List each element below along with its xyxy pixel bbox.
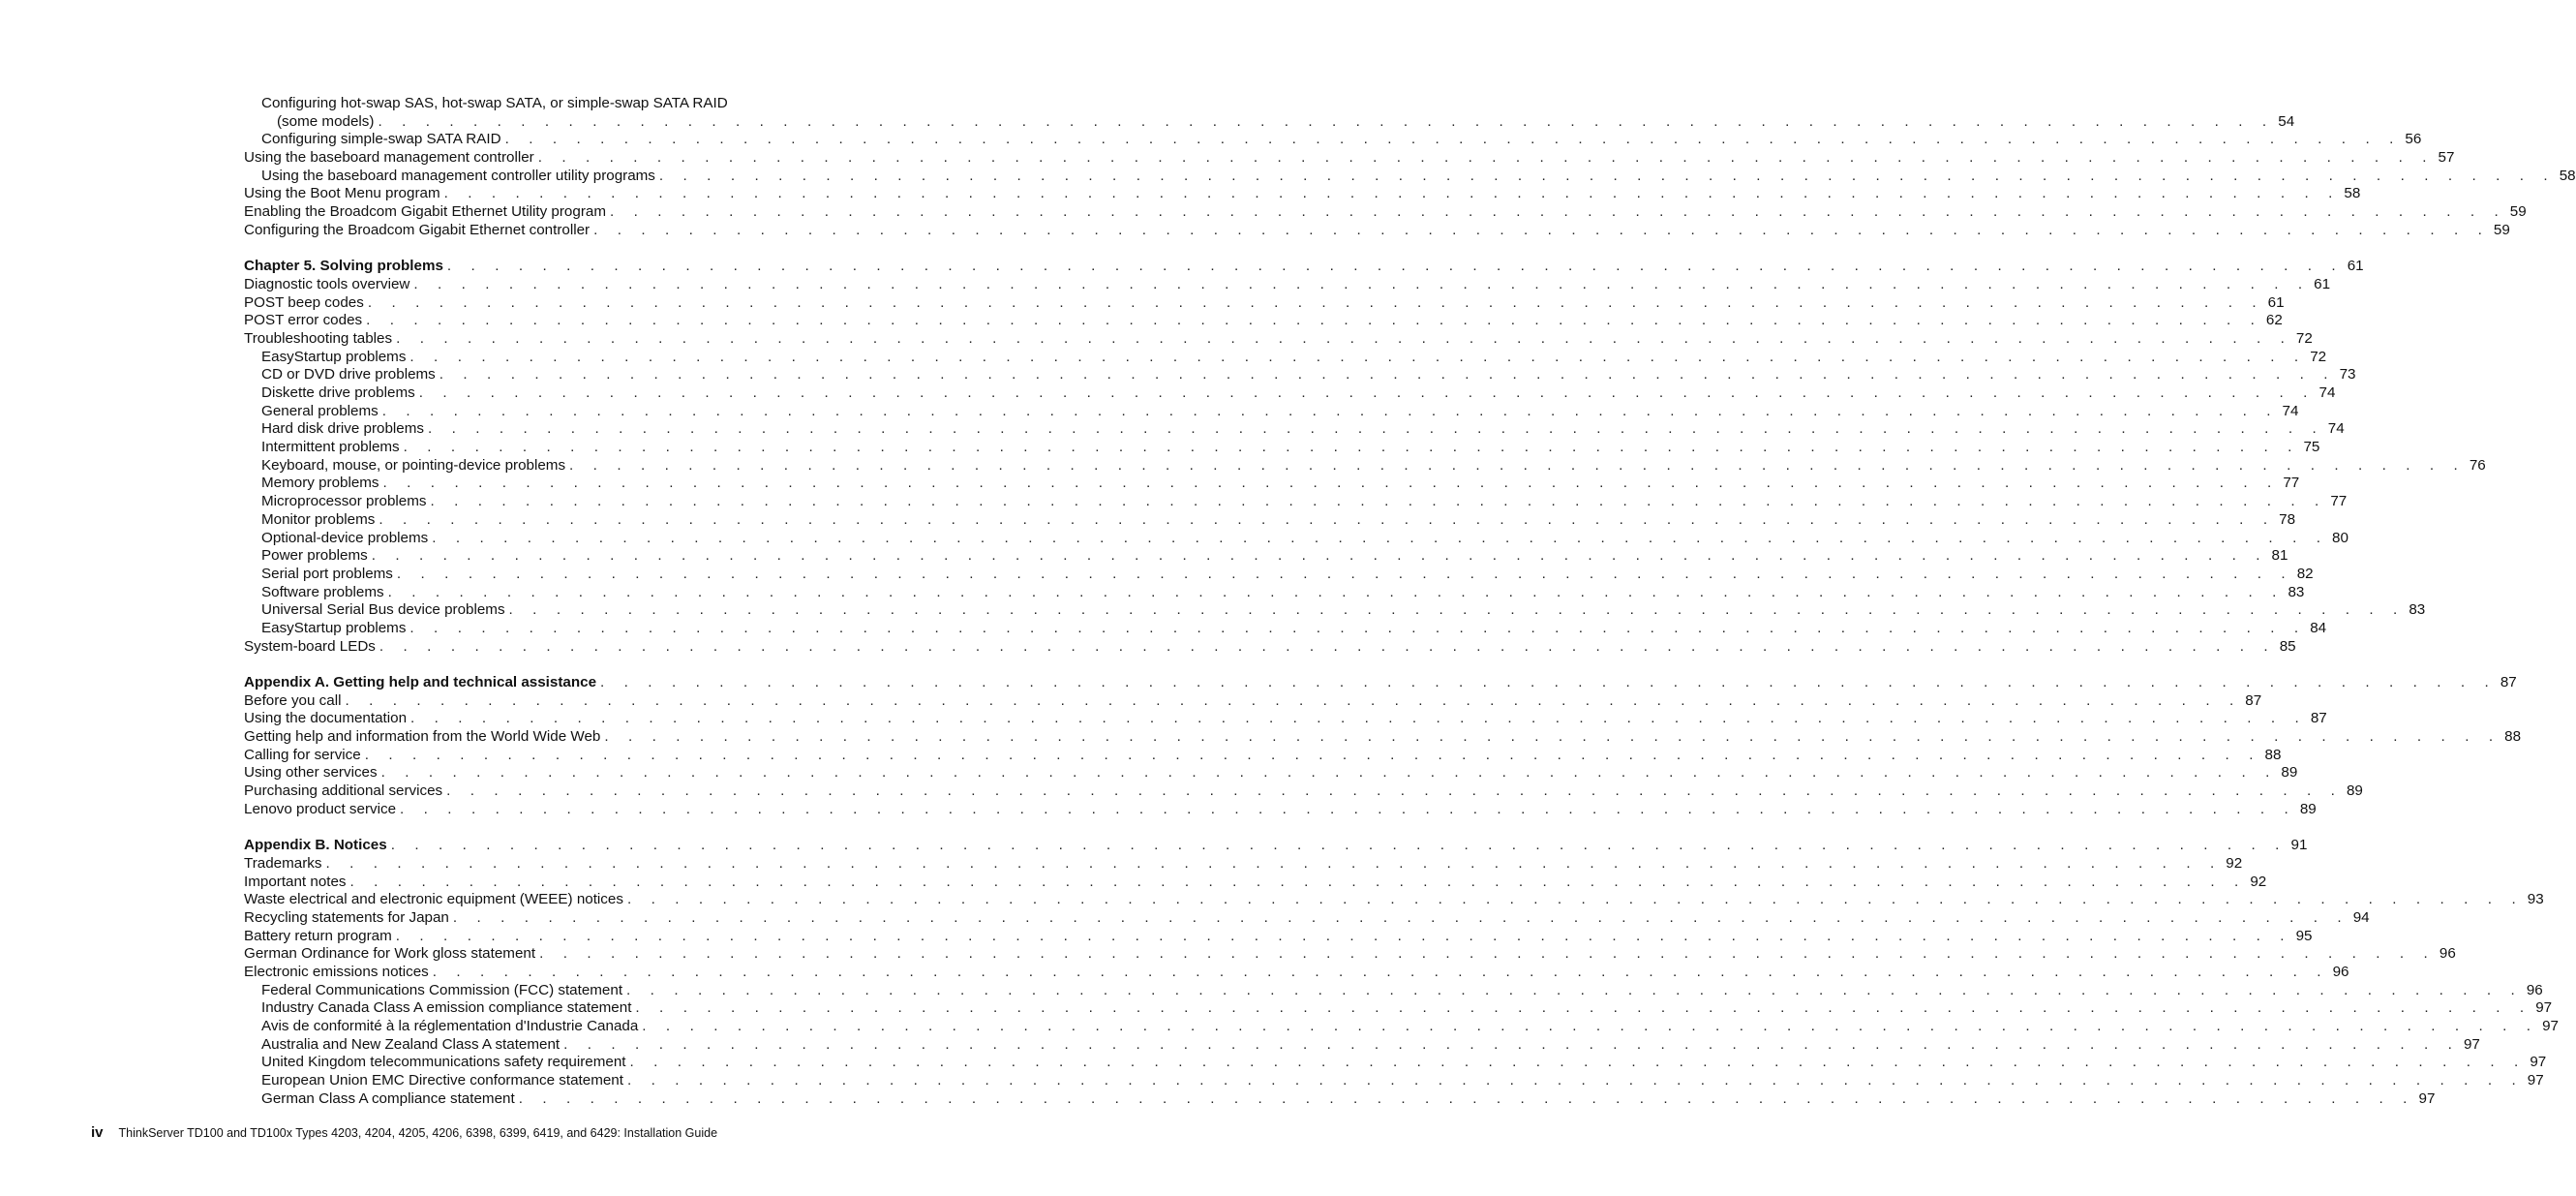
- dot-leader: . . . . . . . . . . . . . . . . . . . . . . . . . . . . . . . . . . . . . . . . . . . . . . . . . . . . . . . . . . . . . . . . . . . . . . . . . . . . . . . .: [379, 637, 2276, 655]
- toc-entry[interactable]: [244, 873, 2267, 892]
- toc-entry[interactable]: [244, 1035, 2480, 1055]
- dot-leader: . . . . . . . . . . . . . . . . . . . . . . . . . . . . . . . . . . . . . . . . . . . . . . . . . . . . . . . . . . . . . . . . . . . . . . . . . . . . . . . .: [364, 746, 2261, 763]
- toc-entry-title: Important notes: [244, 873, 347, 890]
- toc-entry[interactable]: [244, 329, 2313, 349]
- dot-leader: . . . . . . . . . . . . . . . . . . . . . . . . . . . . . . . . . . . . . . . . . . . . . . . . . . . . . . . . . . . . . . . . . . . . . . . . . . . . . . . .: [349, 873, 2247, 890]
- toc-entry[interactable]: [244, 891, 2544, 909]
- toc-entry-title: CD or DVD drive problems: [261, 366, 436, 383]
- toc-entry-page: 96: [2526, 981, 2543, 998]
- dot-leader: . . . . . . . . . . . . . . . . . . . . . . . . . . . . . . . . . . . . . . . . . . . . . . . . . . . . . . . . . . . . . . . . . . . . . . . . . . . . . . . .: [626, 891, 2524, 908]
- toc-entry-title: Chapter 5. Solving problems: [244, 258, 443, 275]
- toc-entry[interactable]: [244, 402, 2299, 421]
- dot-leader: . . . . . . . . . . . . . . . . . . . . . . . . . . . . . . . . . . . . . . . . . . . . . . . . . . . . . . . . . . . . . . . . . . . . . . . . . . . . . . . .: [400, 800, 2296, 817]
- toc-entry[interactable]: [244, 691, 2262, 711]
- toc-entry-title: Power problems: [261, 547, 368, 565]
- toc-entry-title: Troubleshooting tables: [244, 329, 393, 347]
- dot-leader: . . . . . . . . . . . . . . . . . . . . . . . . . . . . . . . . . . . . . . . . . . . . . . . . . . . . . . . . . . . . . . . . . . . . . . . . . . . . . . . .: [539, 945, 2436, 963]
- page-footer: [91, 1124, 717, 1141]
- toc-entry-title: Intermittent problems: [261, 439, 400, 456]
- toc-entry[interactable]: [244, 456, 2486, 475]
- toc-chapter-entry[interactable]: [244, 258, 2364, 276]
- toc-entry-title: EasyStartup problems: [261, 619, 407, 636]
- toc-entry-title: Universal Serial Bus device problems: [261, 601, 505, 619]
- toc-entry-title: German Ordinance for Work gloss statement: [244, 945, 536, 963]
- toc-entry-title: Configuring the Broadcom Gigabit Ethernet controller: [244, 221, 591, 238]
- toc-entry[interactable]: [244, 619, 2327, 638]
- toc-entry-page: 61: [2314, 275, 2331, 292]
- toc-entry-page: 62: [2265, 312, 2283, 329]
- toc-entry[interactable]: [244, 728, 2522, 747]
- dot-leader: . . . . . . . . . . . . . . . . . . . . . . . . . . . . . . . . . . . . . . . . . . . . . . . . . . . . . . . . . . . . . . . . . . . . . . . . . . . . . . . .: [366, 312, 2262, 329]
- toc-entry-title: Memory problems: [261, 475, 379, 492]
- toc-entry-title: Industry Canada Class A emission compliance statement: [261, 999, 632, 1017]
- toc-entry[interactable]: [244, 384, 2336, 403]
- dot-leader: . . . . . . . . . . . . . . . . . . . . . . . . . . . . . . . . . . . . . . . . . . . . . . . . . . . . . . . . . . . . . . . . . . . . . . . . . . . . . . . .: [325, 854, 2223, 872]
- dot-leader: . . . . . . . . . . . . . . . . . . . . . . . . . . . . . . . . . . . . . . . . . . . . . . . . . . . . . . . . . . . . . . . . . . . . . . . . . . . . . . . .: [443, 185, 2341, 202]
- toc-entry[interactable]: [244, 221, 2510, 240]
- toc-entry-title: Federal Communications Commission (FCC) statement: [261, 981, 623, 998]
- toc-entry-title: Using other services: [244, 764, 378, 782]
- toc-entry[interactable]: [244, 964, 2349, 982]
- toc-entry[interactable]: [244, 420, 2345, 439]
- toc-entry[interactable]: [244, 510, 2296, 530]
- toc-entry-page: 92: [2250, 873, 2267, 890]
- toc-entry-page: 96: [2332, 964, 2349, 980]
- dot-leader: . . . . . . . . . . . . . . . . . . . . . . . . . . . . . . . . . . . . . . . . . . . . . . . . . . . . . . . . . . . . . . . . . . . . . . . . . . . . . . . .: [432, 529, 2329, 546]
- dot-leader: . . . . . . . . . . . . . . . . . . . . . . . . . . . . . . . . . . . . . . . . . . . . . . . . . . . . . . . . . . . . . . . . . . . . . . . . . . . . . . . .: [504, 131, 2402, 148]
- toc-entry[interactable]: [244, 854, 2243, 874]
- dot-leader: . . . . . . . . . . . . . . . . . . . . . . . . . . . . . . . . . . . . . . . . . . . . . . . . . . . . . . . . . . . . . . . . . . . . . . . . . . . . . . . .: [609, 203, 2506, 221]
- dot-leader: . . . . . . . . . . . . . . . . . . . . . . . . . . . . . . . . . . . . . . . . . . . . . . . . . . . . . . . . . . . . . . . . . . . . . . . . . . . . . . . .: [626, 1072, 2524, 1089]
- toc-entry-page: 54: [2278, 112, 2295, 130]
- dot-leader: . . . . . . . . . . . . . . . . . . . . . . . . . . . . . . . . . . . . . . . . . . . . . . . . . . . . . . . . . . . . . . . . . . . . . . . . . . . . . . . .: [446, 782, 2343, 800]
- toc-entry-page: 61: [2267, 293, 2285, 311]
- toc-entry-title: POST error codes: [244, 312, 363, 329]
- toc-entry-page: 97: [2535, 999, 2553, 1017]
- toc-entry-page: 73: [2339, 366, 2356, 383]
- dot-leader: . . . . . . . . . . . . . . . . . . . . . . . . . . . . . . . . . . . . . . . . . . . . . . . . . . . . . . . . . . . . . . . . . . . . . . . . . . . . . . . .: [367, 293, 2264, 311]
- toc-entry-title: Enabling the Broadcom Gigabit Ethernet Utility program: [244, 203, 606, 221]
- table-of-contents: [244, 95, 2576, 1109]
- dot-leader: . . . . . . . . . . . . . . . . . . . . . . . . . . . . . . . . . . . . . . . . . . . . . . . . . . . . . . . . . . . . . . . . . . . . . . . . . . . . . . . .: [382, 475, 2280, 492]
- toc-entry-page: 97: [2463, 1035, 2480, 1053]
- dot-leader: . . . . . . . . . . . . . . . . . . . . . . . . . . . . . . . . . . . . . . . . . . . . . . . . . . . . . . . . . . . . . . . . . . . . . . . . . . . . . . . .: [452, 908, 2349, 926]
- toc-entry[interactable]: [244, 185, 2361, 203]
- toc-entry-page: 58: [2559, 167, 2576, 184]
- toc-entry[interactable]: [244, 782, 2363, 801]
- dot-leader: . . . . . . . . . . . . . . . . . . . . . . . . . . . . . . . . . . . . . . . . . . . . . . . . . . . . . . . . . . . . . . . . . . . . . . . . . . . . . . . .: [409, 619, 2307, 636]
- dot-leader: . . . . . . . . . . . . . . . . . . . . . . . . . . . . . . . . . . . . . . . . . . . . . . . . . . . . . . . . . . . . . . . . . . . . . . . . . . . . . . . .: [409, 348, 2307, 365]
- toc-entry-page: 75: [2303, 439, 2320, 456]
- toc-entry-title: Microprocessor problems: [261, 493, 427, 510]
- toc-entry-title: Battery return program: [244, 927, 392, 944]
- toc-entry-page: 72: [2295, 329, 2313, 347]
- toc-entry-title: Keyboard, mouse, or pointing-device problems: [261, 456, 566, 474]
- toc-entry-page: 88: [2264, 746, 2282, 763]
- toc-entry-page: 89: [2281, 764, 2298, 782]
- dot-leader: . . . . . . . . . . . . . . . . . . . . . . . . . . . . . . . . . . . . . . . . . . . . . . . . . . . . . . . . . . . . . . . . . . . . . . . . . . . . . . . .: [410, 710, 2307, 727]
- toc-entry-title: (some models): [277, 112, 375, 130]
- dot-leader: . . . . . . . . . . . . . . . . . . . . . . . . . . . . . . . . . . . . . . . . . . . . . . . . . . . . . . . . . . . . . . . . . . . . . . . . . . . . . . . .: [439, 366, 2336, 383]
- toc-entry-page: 97: [2530, 1054, 2547, 1071]
- dot-leader: . . . . . . . . . . . . . . . . . . . . . . . . . . . . . . . . . . . . . . . . . . . . . . . . . . . . . . . . . . . . . . . . . . . . . . . . . . . . . . . .: [427, 420, 2324, 438]
- toc-entry-page: 85: [2279, 637, 2296, 655]
- toc-entry-title: German Class A compliance statement: [261, 1089, 515, 1107]
- dot-leader: . . . . . . . . . . . . . . . . . . . . . . . . . . . . . . . . . . . . . . . . . . . . . . . . . . . . . . . . . . . . . . . . . . . . . . . . . . . . . . . .: [629, 1054, 2527, 1071]
- toc-entry[interactable]: [244, 167, 2576, 186]
- toc-entry[interactable]: [244, 1018, 2560, 1036]
- toc-entry-page: 97: [2527, 1072, 2544, 1089]
- toc-entry-title: Diagnostic tools overview: [244, 275, 410, 292]
- toc-entry-title: United Kingdom telecommunications safety requirement: [261, 1054, 626, 1071]
- toc-entry-title: Using the documentation: [244, 710, 408, 727]
- toc-entry-page: 77: [2330, 493, 2348, 510]
- toc-entry[interactable]: [244, 800, 2317, 819]
- toc-entry-page: 76: [2469, 456, 2486, 474]
- toc-entry-page: 94: [2352, 908, 2370, 926]
- dot-leader: . . . . . . . . . . . . . . . . . . . . . . . . . . . . . . . . . . . . . . . . . . . . . . . . . . . . . . . . . . . . . . . . . . . . . . . . . . . . . . . .: [345, 691, 2242, 709]
- toc-entry-page: 74: [2318, 384, 2336, 401]
- toc-entry-title: Using the baseboard management controller utility programs: [261, 167, 655, 184]
- toc-entry[interactable]: [244, 1054, 2547, 1072]
- toc-entry-title: Australia and New Zealand Class A statement: [261, 1035, 561, 1053]
- dot-leader: . . . . . . . . . . . . . . . . . . . . . . . . . . . . . . . . . . . . . . . . . . . . . . . . . . . . . . . . . . . . . . . . . . . . . . . . . . . . . . . .: [446, 258, 2344, 275]
- toc-entry[interactable]: [244, 439, 2320, 457]
- toc-entry[interactable]: [244, 547, 2288, 566]
- dot-leader: . . . . . . . . . . . . . . . . . . . . . . . . . . . . . . . . . . . . . . . . . . . . . . . . . . . . . . . . . . . . . . . . . . . . . . . . . . . . . . . .: [403, 439, 2300, 456]
- toc-entry[interactable]: [244, 529, 2349, 548]
- toc-entry-title: EasyStartup problems: [261, 348, 407, 365]
- toc-entry-title: Using the Boot Menu program: [244, 185, 440, 202]
- toc-entry-title: Software problems: [261, 583, 384, 600]
- toc-entry-title: Configuring simple-swap SATA RAID: [261, 131, 501, 148]
- toc-entry-title: POST beep codes: [244, 293, 364, 311]
- toc-entry-title: Before you call: [244, 691, 342, 709]
- toc-entry-title: General problems: [261, 402, 379, 419]
- toc-entry-page: 89: [2299, 800, 2317, 817]
- toc-entry-title: Electronic emissions notices: [244, 964, 429, 980]
- dot-leader: . . . . . . . . . . . . . . . . . . . . . . . . . . . . . . . . . . . . . . . . . . . . . . . . . . . . . . . . . . . . . . . . . . . . . . . . . . . . . . . .: [626, 981, 2523, 998]
- dot-leader: . . . . . . . . . . . . . . . . . . . . . . . . . . . . . . . . . . . . . . . . . . . . . . . . . . . . . . . . . . . . . . . . . . . . . . . . . . . . . . . .: [658, 167, 2556, 184]
- toc-entry[interactable]: [244, 149, 2455, 168]
- toc-entry-page: 80: [2332, 529, 2349, 546]
- dot-leader: . . . . . . . . . . . . . . . . . . . . . . . . . . . . . . . . . . . . . . . . . . . . . . . . . . . . . . . . . . . . . . . . . . . . . . . . . . . . . . . .: [371, 547, 2268, 565]
- toc-entry[interactable]: [244, 348, 2327, 367]
- toc-entry-title: Appendix B. Notices: [244, 837, 387, 854]
- toc-entry-page: 74: [2282, 402, 2299, 419]
- dot-leader: . . . . . . . . . . . . . . . . . . . . . . . . . . . . . . . . . . . . . . . . . . . . . . . . . . . . . . . . . . . . . . . . . . . . . . . . . . . . . . . .: [604, 728, 2501, 746]
- dot-leader: . . . . . . . . . . . . . . . . . . . . . . . . . . . . . . . . . . . . . . . . . . . . . . . . . . . . . . . . . . . . . . . . . . . . . . . . . . . . . . . .: [537, 149, 2435, 167]
- dot-leader: . . . . . . . . . . . . . . . . . . . . . . . . . . . . . . . . . . . . . . . . . . . . . . . . . . . . . . . . . . . . . . . . . . . . . . . . . . . . . . . .: [563, 1035, 2460, 1053]
- toc-entry[interactable]: [244, 601, 2426, 620]
- toc-entry-title: Trademarks: [244, 854, 322, 872]
- toc-entry-title: Optional-device problems: [261, 529, 429, 546]
- footer-text: ThinkServer TD100 and TD100x Types 4203, 4204, 4205, 4206, 6398, 6399, 6419, and 6429: Installation Guide: [118, 1126, 718, 1140]
- toc-entry-title: Appendix A. Getting help and technical assistance: [244, 674, 597, 690]
- toc-entry-title: Diskette drive problems: [261, 384, 415, 401]
- toc-entry-page: 83: [2409, 601, 2426, 619]
- toc-entry-page: 97: [2418, 1089, 2436, 1107]
- dot-leader: . . . . . . . . . . . . . . . . . . . . . . . . . . . . . . . . . . . . . . . . . . . . . . . . . . . . . . . . . . . . . . . . . . . . . . . . . . . . . . . .: [379, 510, 2276, 528]
- dot-leader: . . . . . . . . . . . . . . . . . . . . . . . . . . . . . . . . . . . . . . . . . . . . . . . . . . . . . . . . . . . . . . . . . . . . . . . . . . . . . . . .: [430, 493, 2327, 510]
- toc-entry-title: Calling for service: [244, 746, 361, 763]
- toc-entry-page: 58: [2344, 185, 2361, 202]
- toc-entry-title: Getting help and information from the World Wide Web: [244, 728, 601, 746]
- dot-leader: . . . . . . . . . . . . . . . . . . . . . . . . . . . . . . . . . . . . . . . . . . . . . . . . . . . . . . . . . . . . . . . . . . . . . . . . . . . . . . . .: [518, 1089, 2415, 1107]
- toc-entry[interactable]: [244, 275, 2331, 294]
- toc-entry[interactable]: [244, 131, 2422, 149]
- toc-entry-title: Lenovo product service: [244, 800, 397, 817]
- dot-leader: . . . . . . . . . . . . . . . . . . . . . . . . . . . . . . . . . . . . . . . . . . . . . . . . . . . . . . . . . . . . . . . . . . . . . . . . . . . . . . . .: [395, 927, 2292, 944]
- toc-entry[interactable]: [244, 945, 2456, 964]
- toc-entry-page: 56: [2405, 131, 2422, 148]
- toc-entry[interactable]: [244, 908, 2370, 928]
- toc-entry-page: 74: [2327, 420, 2345, 438]
- toc-entry-title: Hard disk drive problems: [261, 420, 424, 438]
- toc-entry-title: Serial port problems: [261, 565, 393, 582]
- toc-entry[interactable]: [244, 112, 2295, 132]
- toc-entry-title: Monitor problems: [261, 510, 376, 528]
- toc-entry[interactable]: [244, 475, 2300, 493]
- dot-leader: . . . . . . . . . . . . . . . . . . . . . . . . . . . . . . . . . . . . . . . . . . . . . . . . . . . . . . . . . . . . . . . . . . . . . . . . . . . . . . . .: [380, 764, 2278, 782]
- toc-entry[interactable]: [244, 981, 2543, 1000]
- dot-leader: . . . . . . . . . . . . . . . . . . . . . . . . . . . . . . . . . . . . . . . . . . . . . . . . . . . . . . . . . . . . . . . . . . . . . . . . . . . . . . . .: [396, 565, 2293, 582]
- toc-entry-title: Configuring hot-swap SAS, hot-swap SATA, or simple-swap SATA RAID: [261, 95, 728, 111]
- toc-entry[interactable]: [244, 366, 2356, 384]
- dot-leader: . . . . . . . . . . . . . . . . . . . . . . . . . . . . . . . . . . . . . . . . . . . . . . . . . . . . . . . . . . . . . . . . . . . . . . . . . . . . . . . .: [635, 999, 2532, 1017]
- toc-entry[interactable]: [244, 583, 2305, 602]
- dot-leader: . . . . . . . . . . . . . . . . . . . . . . . . . . . . . . . . . . . . . . . . . . . . . . . . . . . . . . . . . . . . . . . . . . . . . . . . . . . . . . . .: [642, 1018, 2539, 1035]
- toc-entry-page: 78: [2279, 510, 2296, 528]
- toc-entry[interactable]: [244, 1072, 2544, 1090]
- dot-leader: . . . . . . . . . . . . . . . . . . . . . . . . . . . . . . . . . . . . . . . . . . . . . . . . . . . . . . . . . . . . . . . . . . . . . . . . . . . . . . . .: [569, 456, 2466, 474]
- toc-entry-page: 84: [2310, 619, 2327, 636]
- toc-entry-page: 96: [2439, 945, 2456, 963]
- toc-entry[interactable]: [244, 637, 2296, 657]
- dot-leader: . . . . . . . . . . . . . . . . . . . . . . . . . . . . . . . . . . . . . . . . . . . . . . . . . . . . . . . . . . . . . . . . . . . . . . . . . . . . . . . .: [390, 837, 2288, 854]
- toc-entry[interactable]: [244, 95, 813, 113]
- toc-entry[interactable]: [244, 999, 2553, 1018]
- toc-entry-title: System-board LEDs: [244, 637, 376, 655]
- toc-entry[interactable]: [244, 565, 2314, 584]
- toc-entry[interactable]: [244, 764, 2298, 782]
- toc-entry-page: 57: [2438, 149, 2455, 167]
- toc-entry[interactable]: [244, 203, 2527, 222]
- toc-entry[interactable]: [244, 493, 2348, 511]
- toc-entry-title: Using the baseboard management controller: [244, 149, 534, 167]
- toc-entry-page: 61: [2347, 258, 2364, 275]
- dot-leader: . . . . . . . . . . . . . . . . . . . . . . . . . . . . . . . . . . . . . . . . . . . . . . . . . . . . . . . . . . . . . . . . . . . . . . . . . . . . . . . .: [432, 964, 2329, 980]
- toc-entry-title: Purchasing additional services: [244, 782, 443, 800]
- toc-entry-page: 81: [2271, 547, 2288, 565]
- toc-chapter-entry[interactable]: [244, 674, 2517, 692]
- toc-entry-page: 59: [2493, 221, 2510, 238]
- toc-entry[interactable]: [244, 293, 2285, 313]
- toc-entry-title: Recycling statements for Japan: [244, 908, 449, 926]
- toc-entry-page: 87: [2500, 674, 2517, 690]
- toc-entry-page: 87: [2245, 691, 2262, 709]
- toc-entry[interactable]: [244, 927, 2313, 946]
- dot-leader: . . . . . . . . . . . . . . . . . . . . . . . . . . . . . . . . . . . . . . . . . . . . . . . . . . . . . . . . . . . . . . . . . . . . . . . . . . . . . . . .: [418, 384, 2316, 401]
- dot-leader: . . . . . . . . . . . . . . . . . . . . . . . . . . . . . . . . . . . . . . . . . . . . . . . . . . . . . . . . . . . . . . . . . . . . . . . . . . . . . . . .: [378, 112, 2275, 130]
- toc-entry-page: 91: [2290, 837, 2308, 854]
- toc-entry-title: Waste electrical and electronic equipment (WEEE) notices: [244, 891, 623, 908]
- dot-leader: . . . . . . . . . . . . . . . . . . . . . . . . . . . . . . . . . . . . . . . . . . . . . . . . . . . . . . . . . . . . . . . . . . . . . . . . . . . . . . . .: [387, 583, 2285, 600]
- toc-entry-title: European Union EMC Directive conformance statement: [261, 1072, 623, 1089]
- toc-entry-page: 93: [2527, 891, 2544, 908]
- dot-leader: . . . . . . . . . . . . . . . . . . . . . . . . . . . . . . . . . . . . . . . . . . . . . . . . . . . . . . . . . . . . . . . . . . . . . . . . . . . . . . . .: [593, 221, 2490, 238]
- toc-entry[interactable]: [244, 1089, 2436, 1109]
- dot-leader: . . . . . . . . . . . . . . . . . . . . . . . . . . . . . . . . . . . . . . . . . . . . . . . . . . . . . . . . . . . . . . . . . . . . . . . . . . . . . . . .: [508, 601, 2406, 619]
- toc-entry-page: 77: [2283, 475, 2300, 492]
- toc-entry-page: 87: [2310, 710, 2327, 727]
- toc-entry-title: Avis de conformité à la réglementation d'Industrie Canada: [261, 1018, 639, 1035]
- toc-entry-page: 83: [2288, 583, 2305, 600]
- dot-leader: . . . . . . . . . . . . . . . . . . . . . . . . . . . . . . . . . . . . . . . . . . . . . . . . . . . . . . . . . . . . . . . . . . . . . . . . . . . . . . . .: [396, 329, 2292, 347]
- page-number: iv: [91, 1124, 104, 1141]
- toc-entry[interactable]: [244, 746, 2282, 765]
- toc-entry-page: 97: [2542, 1018, 2560, 1035]
- dot-leader: . . . . . . . . . . . . . . . . . . . . . . . . . . . . . . . . . . . . . . . . . . . . . . . . . . . . . . . . . . . . . . . . . . . . . . . . . . . . . . . .: [413, 275, 2311, 292]
- toc-entry-page: 72: [2310, 348, 2327, 365]
- toc-entry[interactable]: [244, 312, 2283, 330]
- toc-entry-page: 89: [2346, 782, 2363, 800]
- toc-entry-page: 82: [2296, 565, 2314, 582]
- toc-entry-page: 95: [2295, 927, 2313, 944]
- dot-leader: . . . . . . . . . . . . . . . . . . . . . . . . . . . . . . . . . . . . . . . . . . . . . . . . . . . . . . . . . . . . . . . . . . . . . . . . . . . . . . . .: [600, 674, 2497, 690]
- toc-chapter-entry[interactable]: [244, 837, 2308, 855]
- dot-leader: . . . . . . . . . . . . . . . . . . . . . . . . . . . . . . . . . . . . . . . . . . . . . . . . . . . . . . . . . . . . . . . . . . . . . . . . . . . . . . . .: [381, 402, 2279, 419]
- toc-entry-page: 88: [2504, 728, 2522, 746]
- toc-entry[interactable]: [244, 710, 2327, 728]
- toc-entry-page: 59: [2509, 203, 2527, 221]
- toc-entry-page: 92: [2226, 854, 2243, 872]
